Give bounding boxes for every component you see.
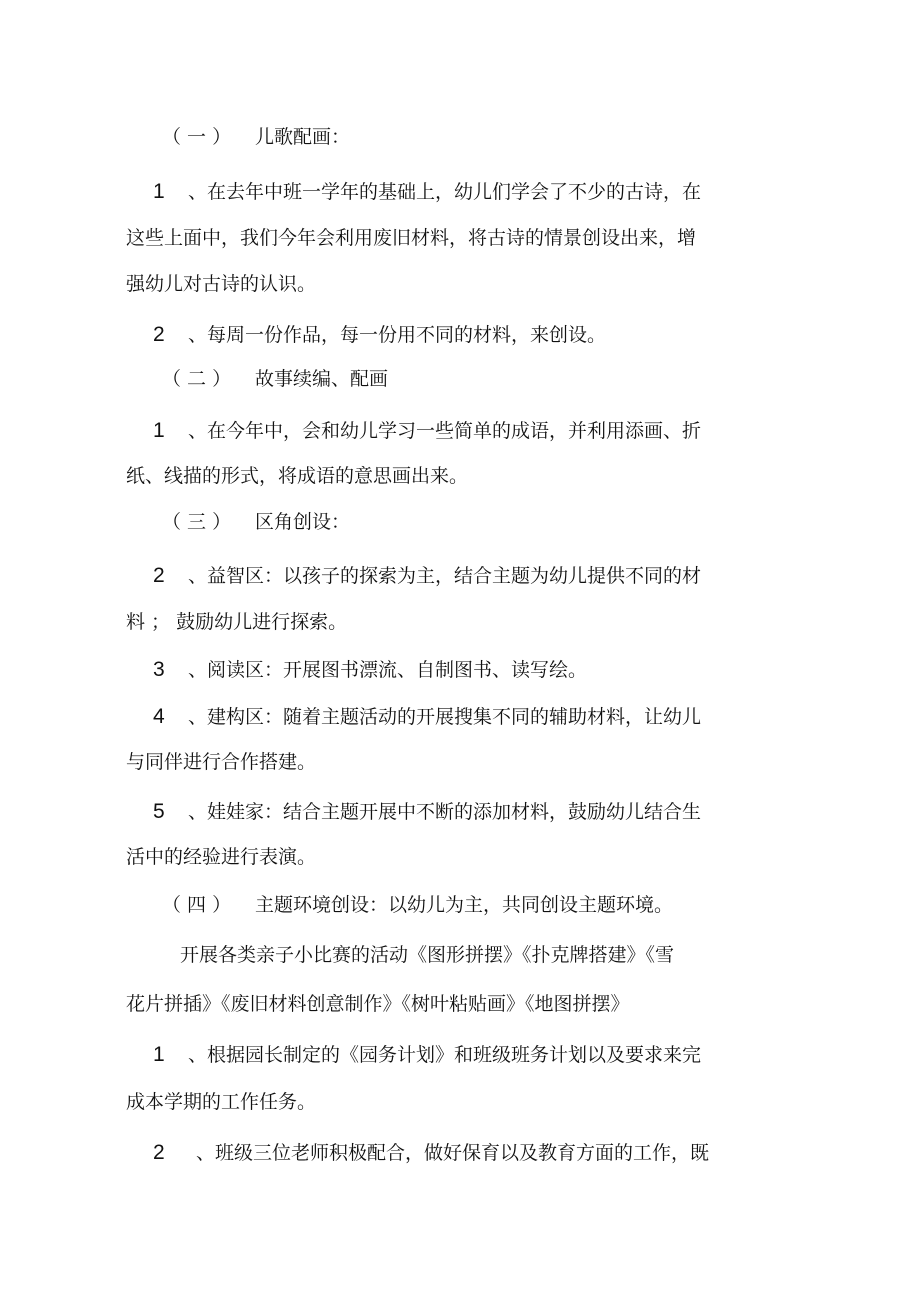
item-text: 、在去年中班一学年的基础上，幼儿们学会了不少的古诗，在	[188, 181, 702, 203]
item-text: 这些上面中，我们今年会利用废旧材料，将古诗的情景创设出来，增	[126, 227, 697, 249]
item-number: 3	[153, 658, 165, 681]
item-number: 2	[153, 1141, 165, 1164]
item-number: 4	[153, 705, 165, 728]
item-text: 、根据园长制定的《园务计划》和班级班务计划以及要求来完	[188, 1044, 702, 1066]
section-2-marker: （ 二 ）	[162, 368, 232, 390]
item-number: 2	[153, 564, 165, 587]
section-2-title: 故事续编、配画	[255, 368, 389, 390]
section-3-title: 区角创设：	[255, 511, 351, 533]
item-text: 活中的经验进行表演。	[126, 846, 317, 868]
item-text: 、在今年中，会和幼儿学习一些简单的成语，并利用添画、折	[188, 420, 702, 442]
item-number: 1	[153, 419, 165, 442]
item-text: 、建构区：随着主题活动的开展搜集不同的辅助材料，让幼儿	[188, 706, 702, 728]
item-text: 、益智区：以孩子的探索为主，结合主题为幼儿提供不同的材	[188, 565, 702, 587]
section-4-title: 主题环境创设：以幼儿为主，共同创设主题环境。	[255, 894, 674, 916]
section-4-marker: （ 四 ）	[162, 894, 232, 916]
item-number: 2	[153, 323, 165, 346]
item-text: 、每周一份作品，每一份用不同的材料，来创设。	[188, 324, 607, 346]
item-text: 、阅读区：开展图书漂流、自制图书、读写绘。	[188, 659, 588, 681]
item-text: 、班级三位老师积极配合，做好保育以及教育方面的工作，既	[196, 1142, 710, 1164]
item-text: 纸、线描的形式，将成语的意思画出来。	[126, 465, 469, 487]
section-1-marker: （ 一 ）	[162, 126, 232, 148]
item-number: 1	[153, 180, 165, 203]
item-text: 、娃娃家：结合主题开展中不断的添加材料，鼓励幼儿结合生	[188, 801, 702, 823]
section-1-title: 儿歌配画：	[255, 126, 351, 148]
item-number: 1	[153, 1043, 165, 1066]
paragraph-text: 开展各类亲子小比赛的活动《图形拼摆》《扑克牌搭建》《雪	[180, 944, 675, 966]
item-text: 成本学期的工作任务。	[126, 1091, 317, 1113]
paragraph-text: 花片拼插》《废旧材料创意制作》《树叶粘贴画》《地图拼摆》	[126, 993, 630, 1015]
item-text: 料 ； 鼓励幼儿进行探索。	[126, 611, 348, 633]
item-number: 5	[153, 800, 165, 823]
item-text: 与同伴进行合作搭建。	[126, 751, 317, 773]
item-text: 强幼儿对古诗的认识。	[126, 273, 317, 295]
section-3-marker: （ 三 ）	[162, 511, 232, 533]
